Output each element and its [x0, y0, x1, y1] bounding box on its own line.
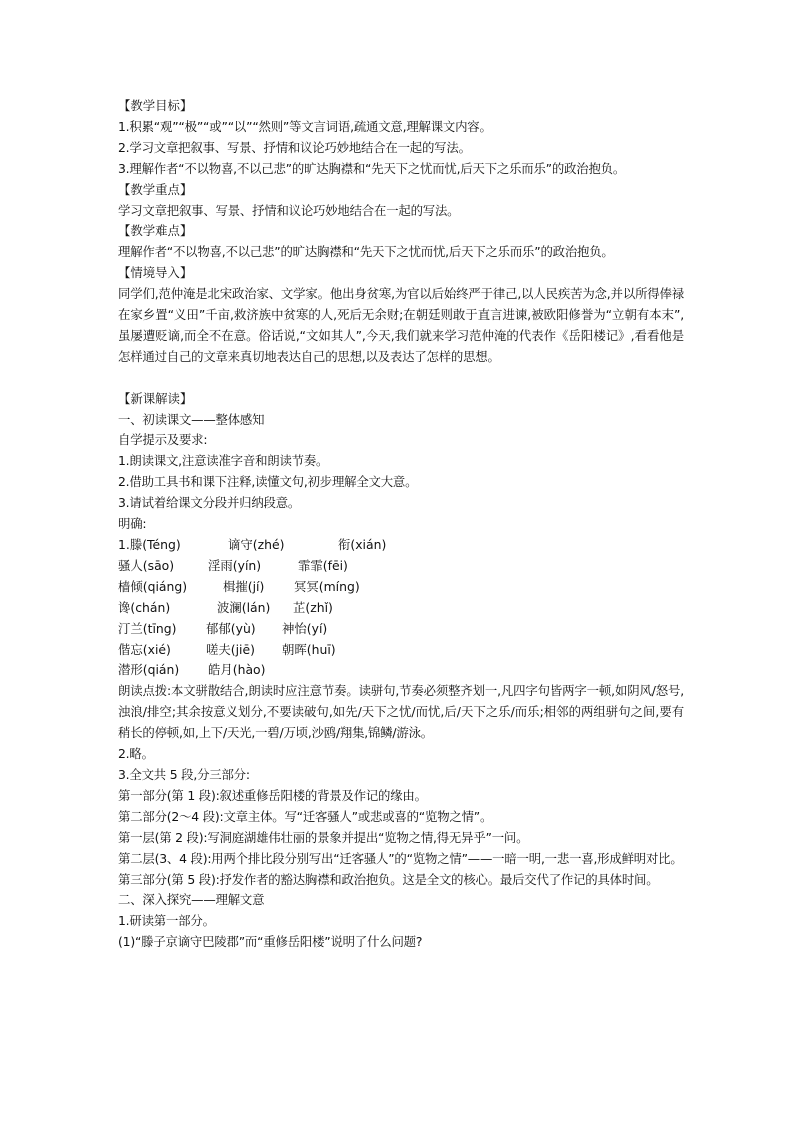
item-3: 3.全文共 5 段,分三部分: [118, 766, 250, 782]
pinyin-row [118, 660, 684, 681]
spacer [118, 368, 684, 389]
pinyin-entry: 1.滕(Téng) [118, 537, 181, 553]
pinyin-entry: 嗟夫(jiē) [206, 641, 255, 657]
pinyin-entry: 潜形(qián) [118, 662, 180, 678]
pinyin-entry: 皓月(hào) [208, 662, 266, 678]
goal-item: 3.理解作者“不以物喜,不以己悲”的旷达胸襟和“先天下之忧而忧,后天下之乐而乐”的政治抱负。 [118, 160, 626, 176]
document-body [118, 96, 684, 953]
intro-paragraph: 同学们,范仲淹是北宋政治家、文学家。他出身贫寒,为官以后始终严于律己,以人民疾苦为念,并以所得俸禄在家乡置“义田”千亩,救济族中贫寒的人,死后无余财;在朝廷则敢于直言进谏,被欧阳修誉为“立朝有本末”,虽屡遭贬谪,而全不在意。俗话说,“文如其人”,今天,我们就来学习范仲淹的代表作《岳阳楼记》,看看他是怎样通过自己的文章来真切地表达自己的思想,以及表达了怎样的思想。 [118, 286, 684, 364]
part2-title: 二、深入探究——理解文意 [118, 892, 265, 908]
part-three-summary: 第三部分(第 5 段):抒发作者的豁达胸襟和政治抱负。这是全文的核心。最后交代了作记的具体时间。 [118, 871, 659, 887]
pinyin-entry: 淫雨(yín) [208, 557, 262, 573]
pinyin-row [118, 640, 684, 661]
clarify-label: 明确: [118, 516, 147, 532]
pinyin-entry: 谗(chán) [118, 599, 171, 615]
goals-heading: 【教学目标】 [118, 98, 193, 113]
self-study-item: 1.朗读课文,注意读准字音和朗读节奏。 [118, 453, 329, 469]
new-lesson-heading: 【新课解读】 [118, 390, 193, 406]
goal-item: 2.学习文章把叙事、写景、抒情和议论巧妙地结合在一起的写法。 [118, 139, 471, 155]
pinyin-entry: 朝晖(huī) [282, 641, 336, 657]
pinyin-row [118, 535, 684, 556]
pinyin-entry: 衔(xián) [338, 537, 387, 553]
reading-tips: 朗读点拨:本文骈散结合,朗读时应注意节奏。读骈句,节奏必须整齐划一,凡四字句皆两字一顿,如阴风/怒号,浊浪/排空;其余按意义划分,不要读破句,如先/天下之忧/而忧,后/天下之乐/而乐;相邻的两组骈句之间,要有稍长的停顿,如,上下/天光,一碧/万顷,沙鸥/翔集,锦鳞/游泳。 [118, 683, 684, 741]
self-study-item: 3.请试着给课文分段并归纳段意。 [118, 495, 301, 511]
part1-title: 一、初读课文——整体感知 [118, 411, 265, 427]
pinyin-entry: 偕忘(xié) [118, 641, 171, 657]
pinyin-entry: 樯倾(qiáng) [118, 578, 188, 594]
part-two-summary: 第二部分(2～4 段):文章主体。写“迁客骚人”或悲或喜的“览物之情”。 [118, 808, 493, 824]
pinyin-entry: 谪守(zhé) [228, 537, 285, 553]
pinyin-entry: 芷(zhǐ) [293, 599, 333, 615]
key-heading: 【教学重点】 [118, 181, 193, 197]
pinyin-row [118, 598, 684, 619]
difficulty-heading: 【教学难点】 [118, 223, 193, 239]
question-1: (1)“滕子京谪守巴陵郡”而“重修岳阳楼”说明了什么问题? [118, 934, 423, 950]
pinyin-entry: 冥冥(míng) [294, 578, 360, 594]
pinyin-entry: 楫摧(jí) [223, 578, 265, 594]
layer-one-summary: 第一层(第 2 段):写洞庭湖雄伟壮丽的景象并提出“览物之情,得无异乎”一问。 [118, 829, 529, 845]
intro-heading: 【情境导入】 [118, 265, 193, 281]
pinyin-entry: 神怡(yí) [282, 620, 328, 636]
study-item-1: 1.研读第一部分。 [118, 913, 215, 929]
self-study-title: 自学提示及要求: [118, 432, 208, 448]
pinyin-entry: 骚人(sāo) [118, 557, 175, 573]
difficulty-text: 理解作者“不以物喜,不以己悲”的旷达胸襟和“先天下之忧而忧,后天下之乐而乐”的政治抱负。 [118, 244, 614, 260]
pinyin-row [118, 619, 684, 640]
pinyin-row [118, 556, 684, 577]
part-one-summary: 第一部分(第 1 段):叙述重修岳阳楼的背景及作记的缘由。 [118, 787, 427, 803]
pinyin-entry: 波澜(lán) [217, 599, 271, 615]
pinyin-entry: 汀兰(tīng) [118, 620, 177, 636]
pinyin-entry: 郁郁(yù) [206, 620, 256, 636]
pinyin-row [118, 577, 684, 598]
pinyin-entry: 霏霏(fēi) [298, 557, 348, 573]
goal-item: 1.积累“观”“极”“或”“以”“然则”等文言词语,疏通文意,理解课文内容。 [118, 118, 492, 134]
item-2: 2.略。 [118, 746, 154, 762]
key-text: 学习文章把叙事、写景、抒情和议论巧妙地结合在一起的写法。 [118, 202, 460, 218]
self-study-item: 2.借助工具书和课下注释,读懂文句,初步理解全文大意。 [118, 474, 418, 490]
layer-two-summary: 第二层(3、4 段):用两个排比段分别写出“迁客骚人”的“览物之情”——一暗一明,一悲一喜,形成鲜明对比。 [118, 850, 683, 866]
